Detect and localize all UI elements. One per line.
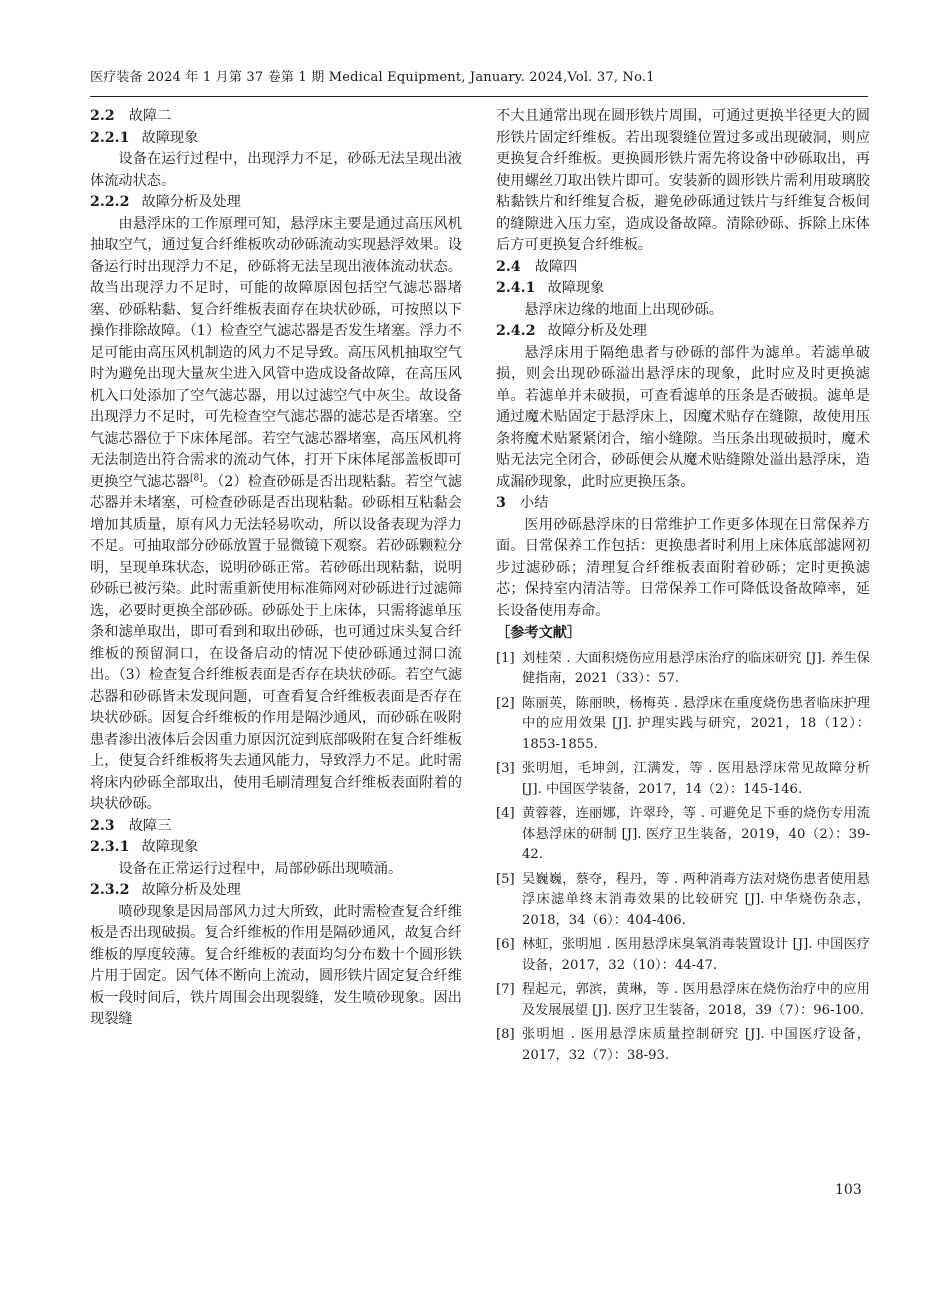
header-rule xyxy=(90,96,868,97)
reference-item: [7] 程起元，郭滨，黄琳，等 . 医用悬浮床在烧伤治疗中的应用及发展展望 [J]. 医疗卫生装备，2018，39（7）：96-100. xyxy=(496,982,870,1018)
paragraph: 由悬浮床的工作原理可知，悬浮床主要是通过高压风机抽取空气，通过复合纤维板吹动砂砾流动实现悬浮效果。设备运行时出现浮力不足，砂砾将无法呈现出液体流动状态。故当出现浮力不足时，可能的故障原因包括空气滤芯器堵塞、砂砾粘黏、复合纤维板表面存在块状砂砾，可按照以下操作排除故障。（1）检查空气滤芯器是否发生堵塞。浮力不足可能由高压风机制造的风力不足导致。高压风机抽取空气时为避免出现大量灰尘进入风管中造成设备故障，在高压风机入口处添加了空气滤芯器，用以过滤空气中灰尘。故设备出现浮力不足时，可先检查空气滤芯器的滤芯是否堵塞。空气滤芯器位于下床体尾部。若空气滤芯器堵塞，高压风机将无法制造出符合需求的流动气体，打开下床体尾部盖板即可更换空气滤芯器[8]。（2）检查砂砾是否出现粘黏。若空气滤芯器并未堵塞，可检查砂砾是否出现粘黏。砂砾相互粘黏会增加其质量，原有风力无法轻易吹动，所以设备表现为浮力不足。可抽取部分砂砾放置于显微镜下观察。若砂砾颗粒分明，呈现单珠状态，说明砂砾正常。若砂砾出现粘黏，说明砂砾已被污染。此时需重新使用标准筛网对砂砾进行过滤筛选，必要时更换全部砂砾。砂砾处于上床体，只需将滤单压条和滤单取出，即可看到和取出砂砾，也可通过床头复合纤维板的预留洞口，在设备启动的情况下使砂砾通过洞口流出。（3）检查复合纤维板表面是否存在块状砂砾。若空气滤芯器和砂砾皆未发现问题，可查看复合纤维板表面是否存在块状砂砾。因复合纤维板的作用是隔沙通风，而砂砾在吸附患者渗出液体后会因重力原因沉淀到底部吸附在复合纤维板上，使复合纤维板将失去通风能力，导致浮力不足。此时需将床内砂砾全部取出，使用毛刷清理复合纤维板表面附着的块状砂砾。 xyxy=(90,215,462,812)
reference-item: [3] 张明旭，毛坤剑，江满发，等 . 医用悬浮床常见故障分析 [J]. 中国医学装备，2017，14（2）：145-146. xyxy=(496,761,870,797)
reference-item: [6] 林虹，张明旭 . 医用悬浮床臭氧消毒装置设计 [J]. 中国医疗设备，2017，32（10）：44-47. xyxy=(496,937,870,973)
reference-list xyxy=(496,649,870,1067)
running-header: 医疗装备 2024 年 1 月第 37 卷第 1 期 Medical Equipment, January. 2024,Vol. 37, No.1 xyxy=(90,70,655,85)
section-heading-2-3: 2.3 故障三 xyxy=(90,817,172,834)
section-heading-2-4-2: 2.4.2 故障分析及处理 xyxy=(496,323,647,339)
section-heading-2-4-1: 2.4.1 故障现象 xyxy=(496,280,605,296)
paragraph: 设备在正常运行过程中，局部砂砾出现喷涌。 xyxy=(118,860,403,877)
reference-item: [4] 黄蓉蓉，连丽娜，许翠玲，等 . 可避免足下垂的烧伤专用流体悬浮床的研制 [J]. 医疗卫生装备，2019，40（2）：39-42. xyxy=(496,806,870,862)
page-number: 103 xyxy=(835,1182,862,1198)
section-heading-3: 3 小结 xyxy=(496,495,549,511)
section-heading-2-2-2: 2.2.2 故障分析及处理 xyxy=(90,194,241,210)
paragraph: 不大且通常出现在圆形铁片周围，可通过更换半径更大的圆形铁片固定纤维板。若出现裂缝位置过多或出现破洞，则应更换复合纤维板。更换圆形铁片需先将设备中砂砾取出，再使用螺丝刀取出铁片即可。安装新的圆形铁片需利用玻璃胶粘黏铁片和纤维复合板，避免砂砾通过铁片与纤维复合板间的缝隙进入压力室，造成设备故障。清除砂砾、拆除上床体后方可更换复合纤维板。 xyxy=(496,108,870,253)
left-column xyxy=(90,106,462,1226)
paragraph: 设备在运行过程中，出现浮力不足，砂砾无法呈现出液体流动状态。 xyxy=(90,151,462,189)
references-heading: ［参考文献］ xyxy=(496,625,582,641)
section-heading-2-2-1: 2.2.1 故障现象 xyxy=(90,129,199,146)
section-heading-2-4: 2.4 故障四 xyxy=(496,258,578,275)
paragraph: 悬浮床边缘的地面上出现砂砾。 xyxy=(524,301,724,318)
paragraph: 医用砂砾悬浮床的日常维护工作更多体现在日常保养方面。日常保养工作包括：更换患者时利用上床体底部滤网初步过滤砂砾；清理复合纤维板表面附着砂砾；定时更换滤芯；保持室内清洁等。日常保养工作可降低设备故障率，延长设备使用寿命。 xyxy=(496,516,870,619)
right-column xyxy=(496,106,870,1066)
paragraph: 喷砂现象是因局部风力过大所致，此时需检查复合纤维板是否出现破损。复合纤维板的作用是隔砂通风，故复合纤维板的厚度较薄。复合纤维板的表面均匀分布数十个圆形铁片用于固定。因气体不断向上流动，圆形铁片固定复合纤维板一段时间后，铁片周围会出现裂缝，发生喷砂现象。因出现裂缝 xyxy=(90,903,462,1027)
reference-item: [2] 陈丽英，陈丽映，杨梅英 . 悬浮床在重度烧伤患者临床护理中的应用效果 [J]. 护理实践与研究，2021，18（12）：1853-1855. xyxy=(496,695,870,752)
reference-item: [5] 吴巍巍，蔡夺，程丹，等 . 两种消毒方法对烧伤患者使用悬浮床滤单终末消毒效果的比较研究 [J]. 中华烧伤杂志，2018，34（6）：404-406. xyxy=(496,871,870,928)
reference-item: [8] 张明旭 . 医用悬浮床质量控制研究 [J]. 中国医疗设备，2017，32（7）：38-93. xyxy=(496,1027,870,1063)
reference-item: [1] 刘桂荣 . 大面积烧伤应用悬浮床治疗的临床研究 [J]. 养生保健指南，2021（33）：57. xyxy=(496,650,870,686)
section-heading-2-2: 2.2 故障二 xyxy=(90,108,172,124)
paragraph: 悬浮床用于隔绝患者与砂砾的部件为滤单。若滤单破损，则会出现砂砾溢出悬浮床的现象，此时应及时更换滤单。若滤单并未破损，可查看滤单的压条是否破损。滤单是通过魔术贴固定于悬浮床上，因魔术贴存在缝隙，故使用压条将魔术贴紧紧闭合，缩小缝隙。当压条出现破损时，魔术贴无法完全闭合，砂砾便会从魔术贴缝隙处溢出悬浮床，造成漏砂现象，此时应更换压条。 xyxy=(496,344,870,490)
section-heading-2-3-2: 2.3.2 故障分析及处理 xyxy=(90,882,241,898)
section-heading-2-3-1: 2.3.1 故障现象 xyxy=(90,839,199,855)
citation-ref[interactable]: [8] xyxy=(190,472,203,483)
